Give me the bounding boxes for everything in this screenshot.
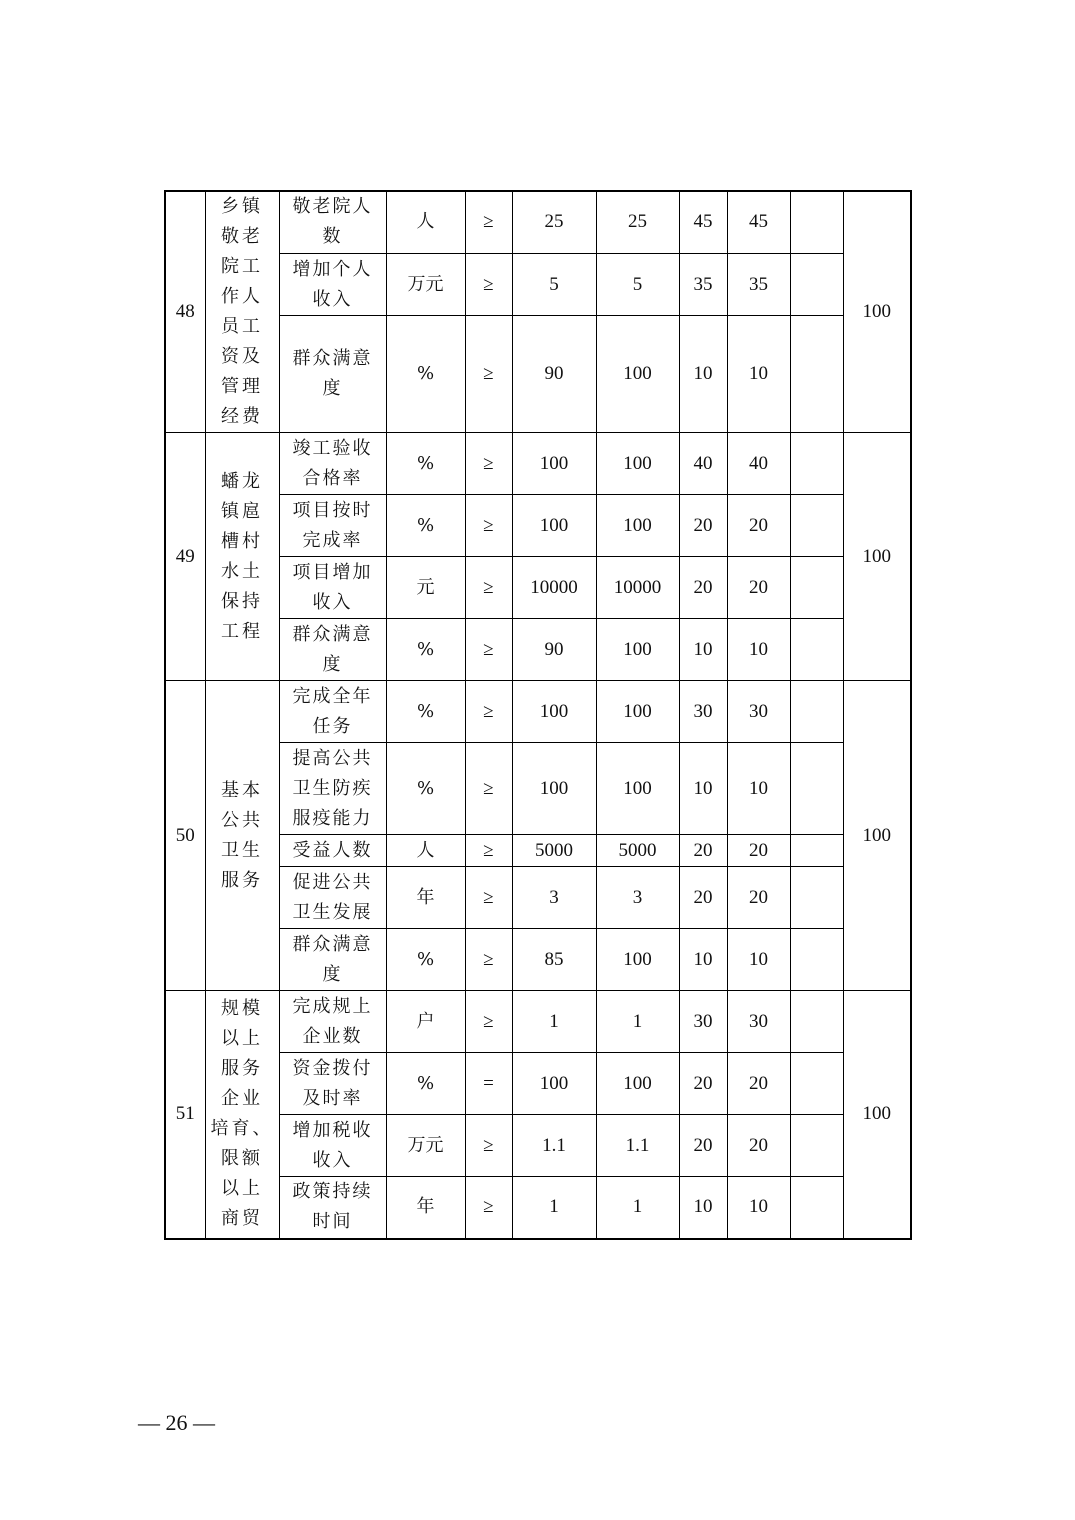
indicator-name-line: 增加税收 (292, 1119, 373, 1141)
indicator-name (279, 433, 386, 495)
indicator-score: 20 (727, 1053, 790, 1115)
indicator-actual: 3 (596, 867, 679, 929)
indicator-name-line: 卫生发展 (292, 901, 373, 923)
indicator-score: 20 (727, 495, 790, 557)
indicator-unit: 人 (386, 835, 465, 867)
indicator-name-line: 群众满意 (292, 348, 373, 370)
indicator-target: 5 (512, 253, 596, 315)
project-name-line: 敬老 (221, 226, 263, 247)
project-number: 48 (165, 191, 205, 433)
indicator-actual: 100 (596, 1053, 679, 1115)
project-name-line: 以上 (221, 1178, 263, 1200)
project-total: 100 (843, 191, 911, 433)
indicator-operator: ≥ (465, 433, 512, 495)
project-name (205, 681, 279, 991)
indicator-name-line: 提高公共 (292, 747, 373, 769)
indicator-score: 10 (727, 619, 790, 681)
indicator-weight: 10 (679, 743, 727, 835)
indicator-actual: 1 (596, 1177, 679, 1239)
indicator-target: 5000 (512, 835, 596, 867)
project-name-line: 商贸 (221, 1208, 263, 1230)
indicator-name-line: 增加个人 (292, 258, 373, 280)
indicator-target: 90 (512, 619, 596, 681)
indicator-name (279, 1177, 386, 1239)
indicator-name (279, 495, 386, 557)
remark-cell (790, 835, 843, 867)
indicator-weight: 35 (679, 253, 727, 315)
indicator-weight: 20 (679, 835, 727, 867)
project-name-line: 基本 (221, 779, 263, 801)
indicator-weight: 20 (679, 557, 727, 619)
project-name-line: 蟠龙 (221, 470, 263, 492)
project-name-line: 管理 (221, 376, 263, 397)
indicator-name-line: 群众满意 (292, 623, 373, 645)
indicator-name-line: 项目增加 (292, 561, 373, 583)
indicator-target: 1.1 (512, 1115, 596, 1177)
indicator-actual: 100 (596, 316, 679, 433)
indicator-unit: % (386, 1053, 465, 1115)
project-name-line: 镇扈 (221, 500, 263, 522)
indicator-weight: 10 (679, 316, 727, 433)
indicator-weight: 20 (679, 1053, 727, 1115)
indicator-unit: % (386, 681, 465, 743)
indicator-name (279, 743, 386, 835)
project-name-line: 培育、 (210, 1118, 274, 1140)
indicator-actual: 25 (596, 191, 679, 253)
indicator-score: 30 (727, 681, 790, 743)
project-name-line: 服务 (221, 869, 263, 891)
indicator-score: 20 (727, 867, 790, 929)
indicator-operator: ≥ (465, 619, 512, 681)
indicator-name-line: 完成规上 (292, 995, 373, 1017)
remark-cell (790, 743, 843, 835)
indicator-score: 20 (727, 835, 790, 867)
indicator-target: 100 (512, 495, 596, 557)
table-row (165, 191, 911, 253)
remark-cell (790, 253, 843, 315)
remark-cell (790, 619, 843, 681)
indicator-name-line: 政策持续 (292, 1181, 373, 1203)
project-number: 51 (165, 991, 205, 1239)
indicator-weight: 30 (679, 681, 727, 743)
project-number: 50 (165, 681, 205, 991)
remark-cell (790, 1115, 843, 1177)
indicator-name-line: 收入 (312, 591, 353, 613)
indicator-name-line: 完成全年 (292, 685, 373, 707)
indicator-score: 30 (727, 991, 790, 1053)
project-name (205, 433, 279, 681)
indicator-name-line: 服疫能力 (292, 807, 373, 829)
indicator-name-line: 完成率 (302, 529, 363, 551)
indicator-name-line: 合格率 (302, 467, 363, 489)
indicator-actual: 100 (596, 929, 679, 991)
project-name-line: 以上 (221, 1028, 263, 1050)
indicator-actual: 100 (596, 619, 679, 681)
indicator-operator: ≥ (465, 1115, 512, 1177)
indicator-unit: % (386, 316, 465, 433)
indicator-operator: = (465, 1053, 512, 1115)
project-name-line: 规模 (221, 998, 263, 1020)
indicator-target: 1 (512, 1177, 596, 1239)
indicator-weight: 10 (679, 619, 727, 681)
remark-cell (790, 316, 843, 433)
indicator-name (279, 1053, 386, 1115)
indicator-unit: % (386, 433, 465, 495)
indicator-name-line: 度 (322, 963, 343, 985)
indicator-name (279, 991, 386, 1053)
remark-cell (790, 433, 843, 495)
project-name-line: 工程 (221, 620, 263, 642)
indicator-weight: 20 (679, 1115, 727, 1177)
indicator-weight: 10 (679, 929, 727, 991)
indicator-operator: ≥ (465, 253, 512, 315)
indicator-operator: ≥ (465, 191, 512, 253)
indicator-target: 10000 (512, 557, 596, 619)
indicator-name-line: 促进公共 (292, 871, 373, 893)
indicator-actual: 5 (596, 253, 679, 315)
indicator-actual: 1.1 (596, 1115, 679, 1177)
indicator-weight: 45 (679, 191, 727, 253)
indicator-unit: 年 (386, 867, 465, 929)
indicator-name-line: 及时率 (302, 1087, 363, 1109)
indicator-operator: ≥ (465, 681, 512, 743)
indicator-name-line: 资金拨付 (292, 1057, 373, 1079)
remark-cell (790, 681, 843, 743)
indicator-score: 10 (727, 1177, 790, 1239)
indicator-actual: 100 (596, 433, 679, 495)
indicator-name (279, 316, 386, 433)
indicator-actual: 100 (596, 681, 679, 743)
indicator-target: 25 (512, 191, 596, 253)
project-total: 100 (843, 681, 911, 991)
indicator-operator: ≥ (465, 557, 512, 619)
indicator-operator: ≥ (465, 743, 512, 835)
remark-cell (790, 191, 843, 253)
indicator-weight: 20 (679, 867, 727, 929)
indicator-operator: ≥ (465, 835, 512, 867)
indicator-actual: 100 (596, 495, 679, 557)
indicator-name-line: 竣工验收 (292, 437, 373, 459)
indicator-name (279, 867, 386, 929)
indicator-weight: 10 (679, 1177, 727, 1239)
remark-cell (790, 495, 843, 557)
project-name-line: 卫生 (221, 839, 263, 861)
indicator-unit: 元 (386, 557, 465, 619)
indicator-name (279, 835, 386, 867)
remark-cell (790, 991, 843, 1053)
indicator-weight: 30 (679, 991, 727, 1053)
indicator-target: 90 (512, 316, 596, 433)
project-name-line: 经费 (221, 406, 263, 427)
indicator-name (279, 681, 386, 743)
indicator-score: 35 (727, 253, 790, 315)
project-number: 49 (165, 433, 205, 681)
indicator-name-line: 受益人数 (292, 839, 373, 861)
indicator-score: 10 (727, 743, 790, 835)
project-name-line: 作人 (221, 286, 263, 307)
table-row (165, 991, 911, 1053)
performance-table (164, 190, 912, 1240)
indicator-unit: % (386, 929, 465, 991)
project-name-line: 保持 (221, 590, 263, 612)
page-number: — 26 — (138, 1410, 215, 1435)
indicator-name-line: 收入 (312, 1149, 353, 1171)
remark-cell (790, 929, 843, 991)
indicator-actual: 1 (596, 991, 679, 1053)
indicator-unit: 年 (386, 1177, 465, 1239)
indicator-name (279, 929, 386, 991)
table-row (165, 433, 911, 495)
indicator-name (279, 253, 386, 315)
indicator-target: 100 (512, 743, 596, 835)
indicator-name-line: 度 (322, 653, 343, 675)
indicator-score: 20 (727, 557, 790, 619)
indicator-operator: ≥ (465, 316, 512, 433)
project-name-line: 槽村 (221, 530, 263, 552)
indicator-name-line: 企业数 (302, 1025, 363, 1047)
indicator-unit: 万元 (386, 253, 465, 315)
indicator-name-line: 时间 (312, 1211, 353, 1233)
indicator-actual: 5000 (596, 835, 679, 867)
indicator-operator: ≥ (465, 991, 512, 1053)
indicator-name-line: 敬老院人 (292, 196, 373, 218)
indicator-score: 10 (727, 316, 790, 433)
indicator-name (279, 1115, 386, 1177)
indicator-unit: % (386, 495, 465, 557)
indicator-name-line: 任务 (312, 715, 353, 737)
indicator-name (279, 619, 386, 681)
indicator-unit: 万元 (386, 1115, 465, 1177)
indicator-target: 3 (512, 867, 596, 929)
indicator-unit: 户 (386, 991, 465, 1053)
indicator-name-line: 收入 (312, 288, 353, 310)
remark-cell (790, 1177, 843, 1239)
indicator-target: 100 (512, 433, 596, 495)
project-name-line: 乡镇 (221, 196, 263, 217)
indicator-actual: 100 (596, 743, 679, 835)
remark-cell (790, 867, 843, 929)
remark-cell (790, 557, 843, 619)
indicator-unit: % (386, 743, 465, 835)
indicator-name-line: 度 (322, 378, 343, 400)
indicator-unit: % (386, 619, 465, 681)
indicator-score: 40 (727, 433, 790, 495)
indicator-name (279, 557, 386, 619)
indicator-operator: ≥ (465, 495, 512, 557)
project-total: 100 (843, 991, 911, 1239)
project-name-line: 水土 (221, 560, 263, 582)
table-row (165, 681, 911, 743)
indicator-target: 100 (512, 681, 596, 743)
indicator-name-line: 卫生防疾 (292, 777, 373, 799)
indicator-target: 1 (512, 991, 596, 1053)
project-name-line: 资及 (221, 346, 263, 367)
project-name-line: 院工 (221, 256, 263, 277)
indicator-name (279, 191, 386, 253)
project-name (205, 991, 279, 1239)
indicator-target: 100 (512, 1053, 596, 1115)
indicator-name-line: 项目按时 (292, 499, 373, 521)
indicator-target: 85 (512, 929, 596, 991)
indicator-operator: ≥ (465, 867, 512, 929)
project-total: 100 (843, 433, 911, 681)
indicator-score: 45 (727, 191, 790, 253)
indicator-score: 20 (727, 1115, 790, 1177)
indicator-score: 10 (727, 929, 790, 991)
project-name-line: 限额 (221, 1148, 263, 1170)
remark-cell (790, 1053, 843, 1115)
project-name-line: 企业 (221, 1088, 263, 1110)
project-name-line: 服务 (221, 1058, 263, 1080)
indicator-weight: 20 (679, 495, 727, 557)
project-name (205, 191, 279, 433)
indicator-name-line: 群众满意 (292, 933, 373, 955)
indicator-operator: ≥ (465, 929, 512, 991)
indicator-operator: ≥ (465, 1177, 512, 1239)
indicator-actual: 10000 (596, 557, 679, 619)
project-name-line: 公共 (221, 809, 263, 831)
indicator-weight: 40 (679, 433, 727, 495)
indicator-unit: 人 (386, 191, 465, 253)
project-name-line: 员工 (221, 316, 263, 337)
indicator-name-line: 数 (322, 226, 343, 248)
